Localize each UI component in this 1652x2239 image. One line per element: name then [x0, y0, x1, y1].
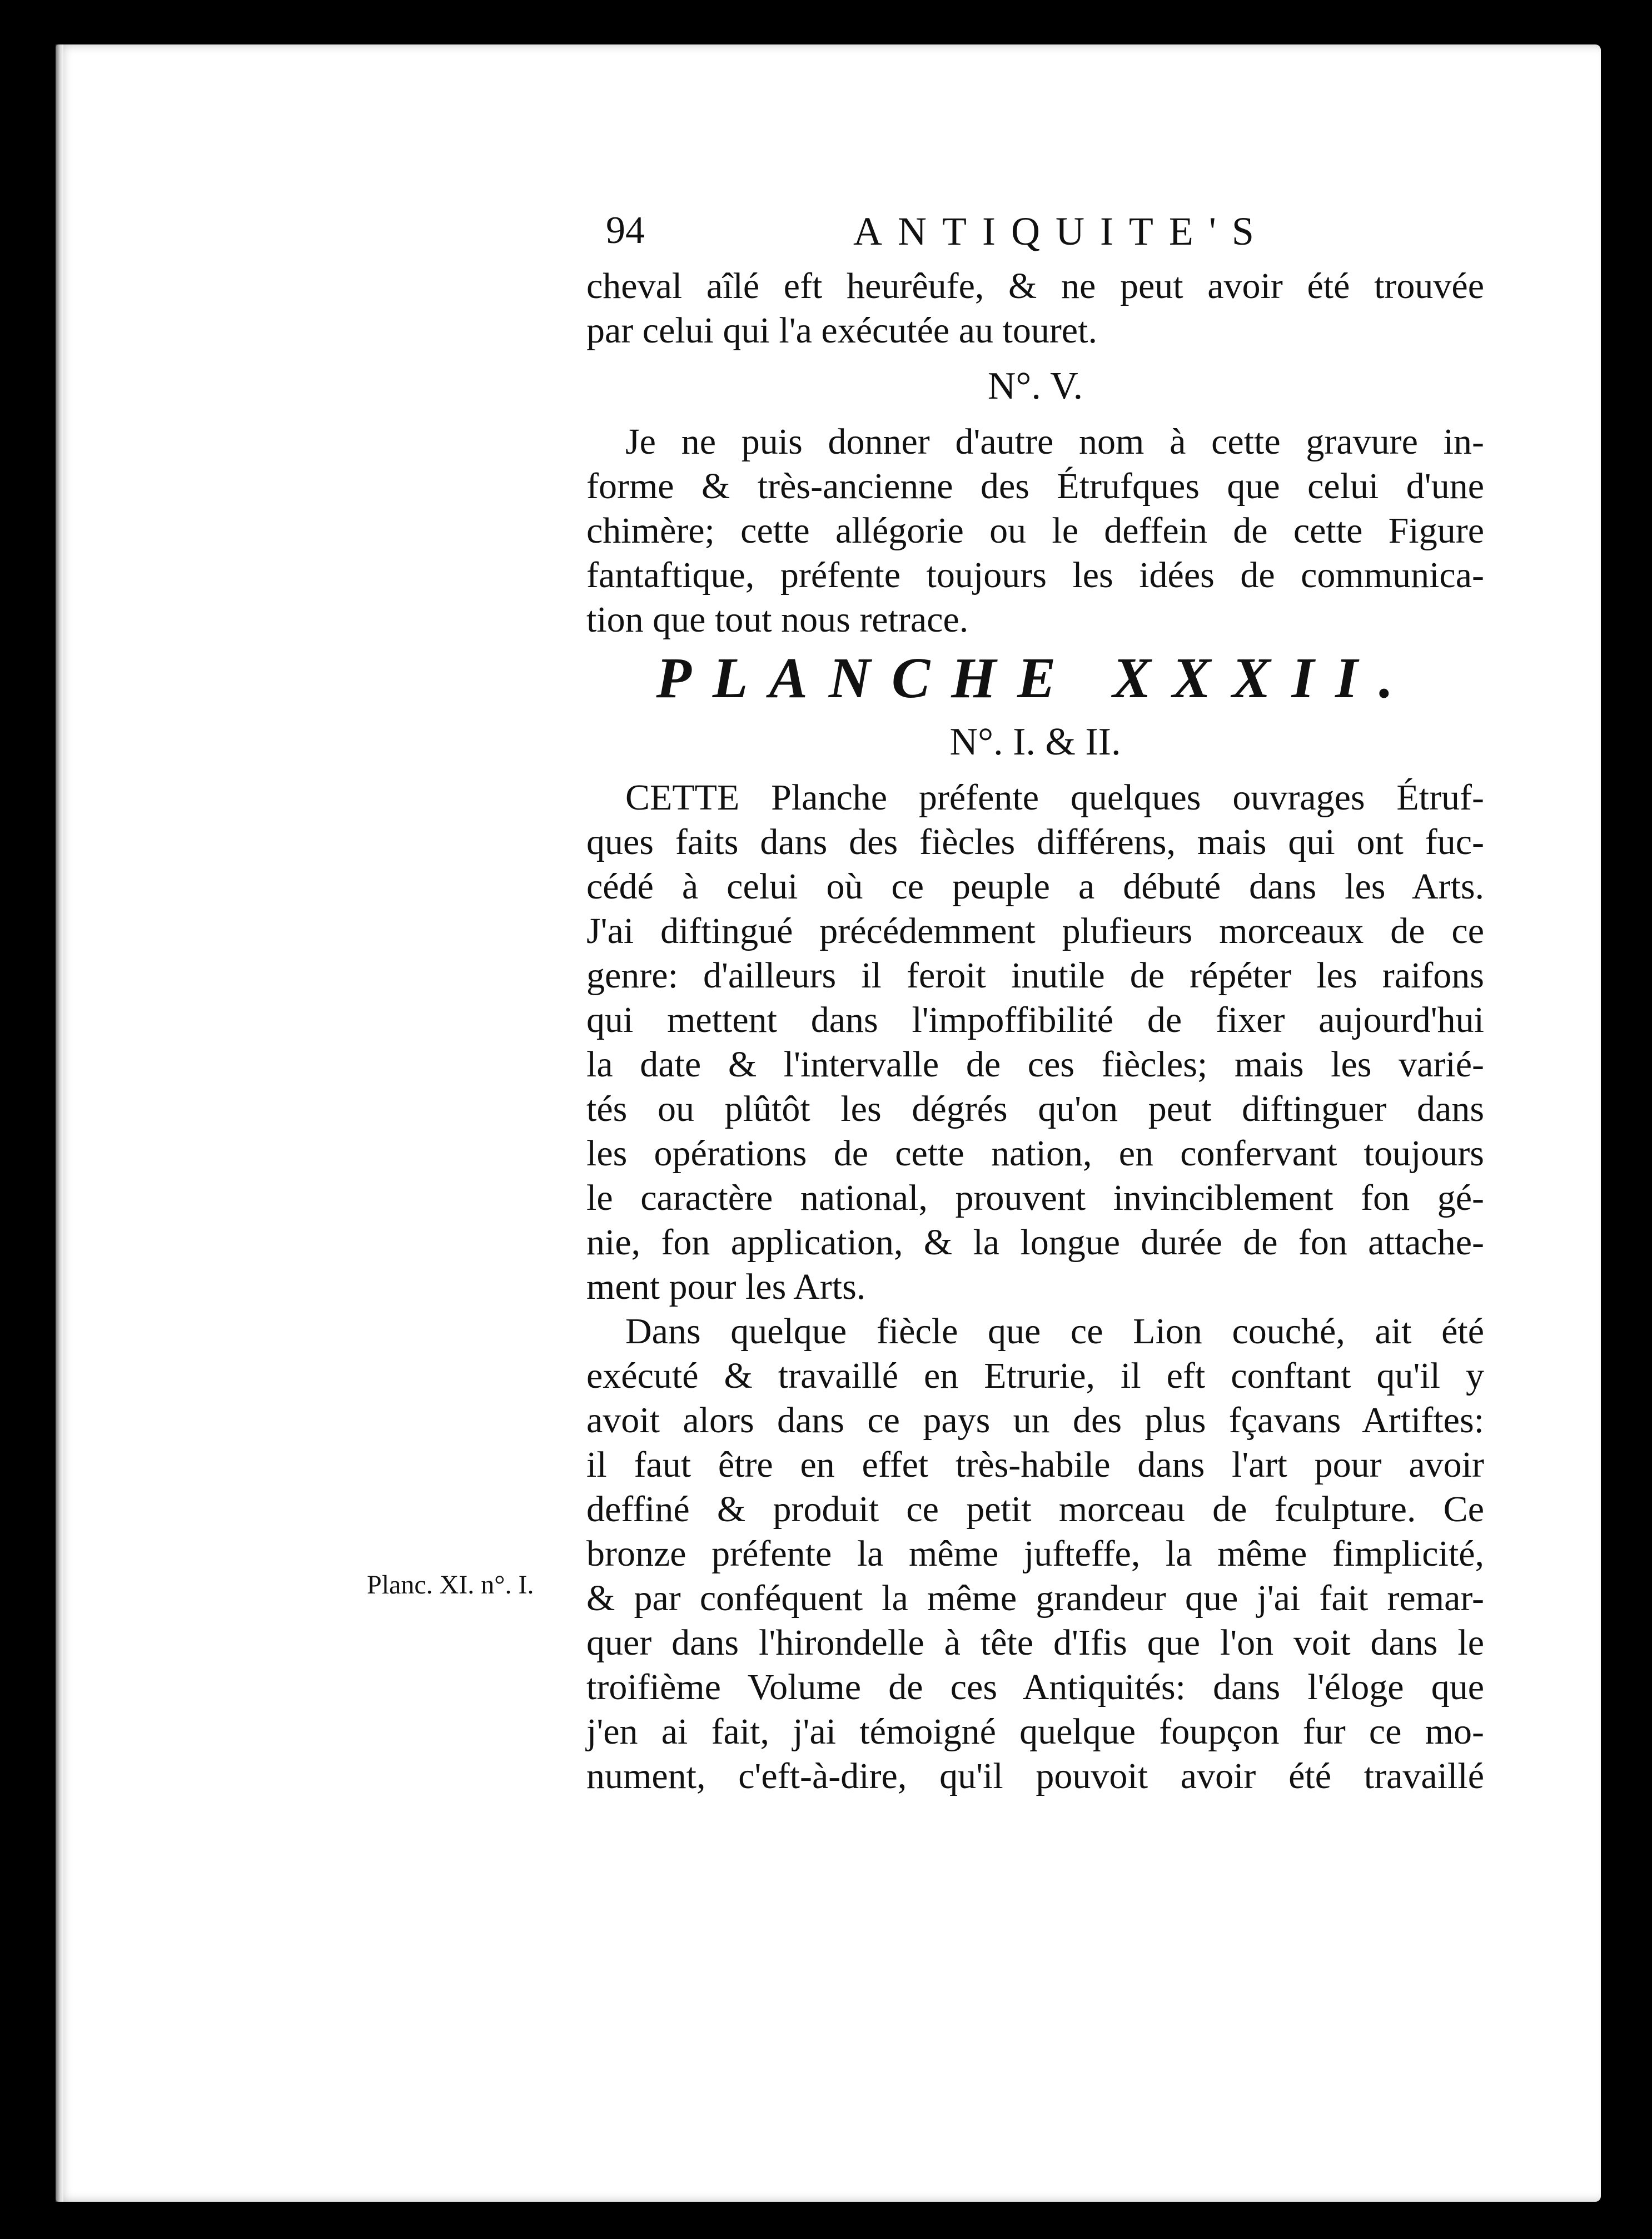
running-title: ANTIQUITE'S — [853, 209, 1270, 254]
text-line: tion que tout nous retrace. — [586, 599, 969, 640]
text-line: il faut être en effet très-habile dans l'art pour avoir — [586, 1444, 1484, 1485]
text-line: Je ne puis donner d'autre nom à cette gravure in- — [625, 421, 1484, 462]
text-line: cheval aîlé eft heurêufe, & ne peut avoir été trouvée — [586, 266, 1484, 306]
text-line: la date & l'intervalle de ces fiècles; mais les varié- — [586, 1044, 1484, 1085]
text-line: Dans quelque fiècle que ce Lion couché, ait été — [625, 1311, 1484, 1352]
text-line: troifième Volume de ces Antiquités: dans l'éloge que — [586, 1667, 1484, 1707]
plate-title: PLANCHE XXXII. — [656, 646, 1415, 710]
text-line: chimère; cette allégorie ou le deffein de cette Figure — [586, 510, 1484, 551]
page-spine-shadow — [56, 44, 63, 2202]
text-block — [586, 208, 1484, 1799]
margin-note: Planc. XI. n°. I. — [367, 1570, 534, 1600]
text-line: fantaftique, préfente toujours les idées de communica- — [586, 555, 1484, 595]
text-line: le caractère national, prouvent invinciblement fon gé- — [586, 1178, 1484, 1218]
text-line: forme & très-ancienne des Étrufques que celui d'une — [586, 466, 1484, 507]
paragraph-one — [586, 776, 1484, 1309]
text-line: par celui qui l'a exécutée au touret. — [586, 310, 1097, 351]
text-line: avoit alors dans ce pays un des plus fçavans Artiftes: — [586, 1400, 1484, 1441]
plate-subtitle: N°. I. & II. — [949, 721, 1121, 763]
running-head — [586, 208, 1484, 264]
text-line: deffiné & produit ce petit morceau de fculpture. Ce — [586, 1489, 1484, 1530]
text-line: exécuté & travaillé en Etrurie, il eft conftant qu'il y — [586, 1356, 1484, 1396]
text-line: j'en ai fait, j'ai témoigné quelque foupçon fur ce mo- — [586, 1711, 1484, 1752]
paragraph-two — [586, 1309, 1484, 1799]
text-line: bronze préfente la même jufteffe, la même fimplicité, — [586, 1533, 1484, 1574]
text-line: quer dans l'hirondelle à tête d'Ifis que l'on voit dans le — [586, 1622, 1484, 1663]
text-line: ques faits dans des fiècles différens, mais qui ont fuc- — [586, 822, 1484, 862]
intro-paragraph — [586, 264, 1484, 353]
text-line: nument, c'eft-à-dire, qu'il pouvoit avoir été travaillé — [586, 1756, 1484, 1796]
text-line: qui mettent dans l'impoffibilité de fixer aujourd'hui — [586, 1000, 1484, 1040]
section-heading-no5: N°. V. — [987, 365, 1083, 408]
section-no5-paragraph — [586, 420, 1484, 642]
text-line: genre: d'ailleurs il feroit inutile de répéter les raifons — [586, 955, 1484, 996]
text-line: & par conféquent la même grandeur que j'ai fait remar- — [586, 1578, 1484, 1619]
text-line: CETTE Planche préfente quelques ouvrages Étruf- — [625, 777, 1484, 818]
text-line: J'ai diftingué précédemment plufieurs morceaux de ce — [586, 911, 1484, 951]
text-line: cédé à celui où ce peuple a débuté dans les Arts. — [586, 866, 1484, 907]
text-line: nie, fon application, & la longue durée de fon attache- — [586, 1222, 1484, 1263]
text-line: tés ou plûtôt les dégrés qu'on peut diftinguer dans — [586, 1089, 1484, 1129]
text-line: ment pour les Arts. — [586, 1267, 866, 1307]
text-line: les opérations de cette nation, en confervant toujours — [586, 1133, 1484, 1174]
page-number: 94 — [606, 209, 645, 252]
